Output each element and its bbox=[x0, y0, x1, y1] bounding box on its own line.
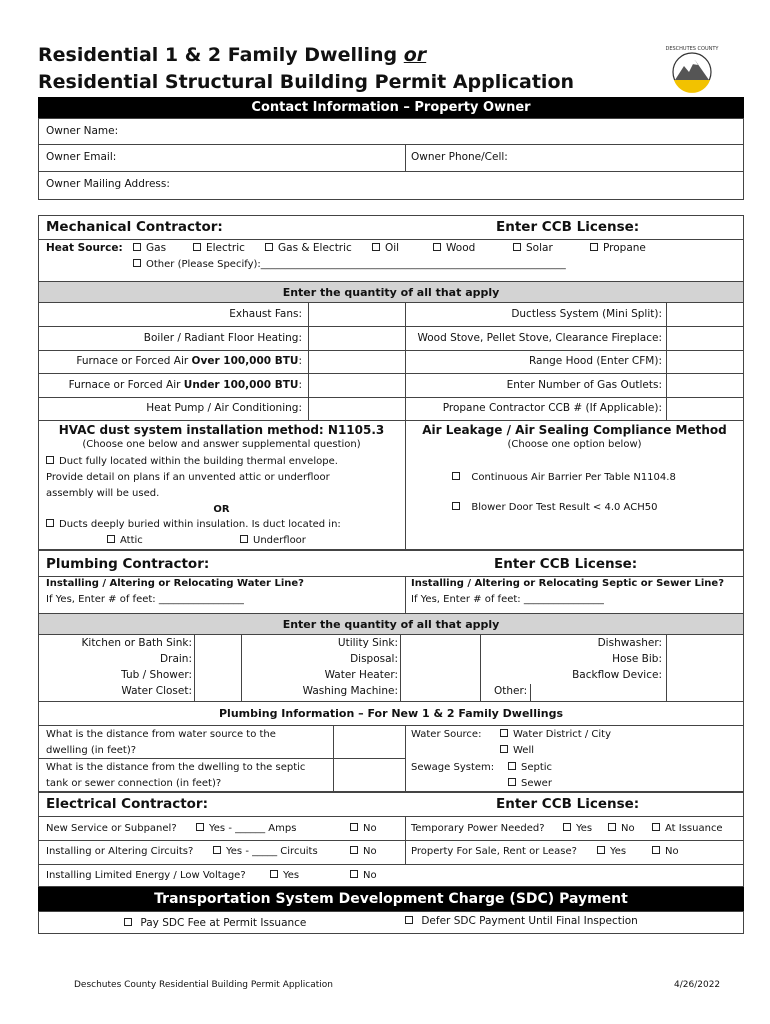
checkbox-icon bbox=[193, 243, 201, 251]
heat-oil[interactable]: Oil bbox=[372, 242, 399, 254]
checkbox-icon bbox=[213, 846, 221, 854]
checkbox-icon bbox=[452, 472, 460, 480]
circuits-yes[interactable]: Yes - _____ Circuits bbox=[213, 846, 318, 857]
hvac-attic[interactable]: Attic bbox=[107, 535, 143, 546]
septic-distance-q2: tank or sewer connection (in feet)? bbox=[46, 778, 222, 789]
new-service-yes[interactable]: Yes - ______ Amps bbox=[196, 823, 296, 834]
water-line-feet[interactable]: If Yes, Enter # of feet: _________________ bbox=[46, 594, 244, 605]
checkbox-icon bbox=[508, 778, 516, 786]
sdc-pay-option[interactable]: Pay SDC Fee at Permit Issuance bbox=[124, 917, 306, 929]
utility-sink-label: Utility Sink: bbox=[337, 637, 398, 649]
checkbox-icon bbox=[513, 243, 521, 251]
checkbox-icon bbox=[107, 535, 115, 543]
kitchen-sink-label: Kitchen or Bath Sink: bbox=[81, 637, 192, 649]
air-leakage-subtitle: (Choose one option below) bbox=[507, 439, 642, 450]
water-distance-q2: dwelling (in feet)? bbox=[46, 745, 137, 756]
heat-solar[interactable]: Solar bbox=[513, 242, 553, 254]
water-distance-q: What is the distance from water source to the bbox=[46, 729, 276, 740]
heat-other[interactable]: Other (Please Specify):_____________________________________________________________ bbox=[133, 259, 566, 270]
sdc-defer-option[interactable]: Defer SDC Payment Until Final Inspection bbox=[405, 915, 638, 927]
checkbox-icon bbox=[350, 823, 358, 831]
water-source-label: Water Source: bbox=[411, 729, 482, 740]
hvac-option-envelope[interactable]: Duct fully located within the building thermal envelope. bbox=[46, 456, 338, 467]
sewer-option[interactable]: Sewer bbox=[508, 778, 552, 789]
septic-distance-q: What is the distance from the dwelling to the septic bbox=[46, 762, 306, 773]
for-sale-yes[interactable]: Yes bbox=[597, 846, 626, 857]
wood-stove-label: Wood Stove, Pellet Stove, Clearance Fireplace: bbox=[417, 332, 662, 344]
low-voltage-label: Installing Limited Energy / Low Voltage? bbox=[46, 870, 246, 881]
checkbox-icon bbox=[652, 846, 660, 854]
heat-wood[interactable]: Wood bbox=[433, 242, 475, 254]
checkbox-icon bbox=[46, 456, 54, 464]
ductless-input[interactable] bbox=[667, 304, 743, 325]
low-voltage-no[interactable]: No bbox=[350, 870, 377, 881]
heat-gas[interactable]: Gas bbox=[133, 242, 166, 254]
well-option[interactable]: Well bbox=[500, 745, 534, 756]
septic-option[interactable]: Septic bbox=[508, 762, 552, 773]
checkbox-icon bbox=[597, 846, 605, 854]
plumbing-heading: Plumbing Contractor: bbox=[46, 556, 210, 572]
tub-shower-label: Tub / Shower: bbox=[121, 669, 192, 681]
checkbox-icon bbox=[350, 846, 358, 854]
circuits-no[interactable]: No bbox=[350, 846, 377, 857]
hvac-subtitle: (Choose one below and answer supplemental question) bbox=[82, 439, 361, 450]
temp-power-yes[interactable]: Yes bbox=[563, 823, 592, 834]
septic-line-feet[interactable]: If Yes, Enter # of feet: ________________ bbox=[411, 594, 604, 605]
hvac-title: HVAC dust system installation method: N1105.3 bbox=[58, 423, 385, 437]
ductless-label: Ductless System (Mini Split): bbox=[511, 308, 662, 320]
owner-email-field[interactable]: Owner Email: bbox=[46, 151, 117, 163]
hvac-option-envelope-l2: Provide detail on plans if an unvented attic or underfloor bbox=[46, 472, 330, 483]
backflow-label: Backflow Device: bbox=[572, 669, 662, 681]
checkbox-icon bbox=[452, 502, 460, 510]
hvac-option-envelope-l3: assembly will be used. bbox=[46, 488, 160, 499]
water-closet-label: Water Closet: bbox=[121, 685, 192, 697]
checkbox-icon bbox=[563, 823, 571, 831]
propane-ccb-label: Propane Contractor CCB # (If Applicable): bbox=[442, 402, 662, 414]
checkbox-icon bbox=[196, 823, 204, 831]
air-leakage-title: Air Leakage / Air Sealing Compliance Method bbox=[422, 423, 727, 437]
hvac-underfloor[interactable]: Underfloor bbox=[240, 535, 306, 546]
temp-power-no[interactable]: No bbox=[608, 823, 635, 834]
electrical-heading: Electrical Contractor: bbox=[46, 796, 208, 812]
water-line-title: Installing / Altering or Relocating Water Line? bbox=[46, 578, 304, 589]
page-title-line2: Residential Structural Building Permit Application bbox=[38, 71, 575, 93]
checkbox-icon bbox=[652, 823, 660, 831]
heat-gas-electric[interactable]: Gas & Electric bbox=[265, 242, 352, 254]
checkbox-icon bbox=[608, 823, 616, 831]
range-hood-label: Range Hood (Enter CFM): bbox=[528, 355, 662, 367]
new-service-no[interactable]: No bbox=[350, 823, 377, 834]
checkbox-icon bbox=[590, 243, 598, 251]
owner-mailing-field[interactable]: Owner Mailing Address: bbox=[46, 178, 170, 190]
air-option-blower[interactable]: Blower Door Test Result < 4.0 ACH50 bbox=[452, 502, 657, 513]
page-title-line1: Residential 1 & 2 Family Dwelling or bbox=[38, 44, 427, 66]
checkbox-icon bbox=[508, 762, 516, 770]
checkbox-icon bbox=[405, 916, 413, 924]
sdc-header: Transportation System Development Charge (SDC) Payment bbox=[38, 887, 744, 911]
owner-phone-field[interactable]: Owner Phone/Cell: bbox=[411, 151, 508, 163]
hose-bib-label: Hose Bib: bbox=[612, 653, 662, 665]
footer-title: Deschutes County Residential Building Permit Application bbox=[74, 980, 333, 990]
air-option-continuous[interactable]: Continuous Air Barrier Per Table N1104.8 bbox=[452, 472, 676, 483]
mechanical-ccb[interactable]: Enter CCB License: bbox=[496, 219, 640, 235]
furnace-under-label: Furnace or Forced Air Under 100,000 BTU: bbox=[68, 379, 302, 391]
temp-power-issuance[interactable]: At Issuance bbox=[652, 823, 723, 834]
heat-pump-label: Heat Pump / Air Conditioning: bbox=[146, 402, 302, 414]
checkbox-icon bbox=[350, 870, 358, 878]
water-district-option[interactable]: Water District / City bbox=[500, 729, 611, 740]
checkbox-icon bbox=[240, 535, 248, 543]
checkbox-icon bbox=[372, 243, 380, 251]
mechanical-heading: Mechanical Contractor: bbox=[46, 219, 223, 235]
svg-text:DESCHUTES COUNTY: DESCHUTES COUNTY bbox=[665, 46, 719, 52]
hvac-or: OR bbox=[213, 504, 230, 515]
checkbox-icon bbox=[270, 870, 278, 878]
heat-source-label: Heat Source: bbox=[46, 242, 123, 254]
contact-header: Contact Information – Property Owner bbox=[38, 97, 744, 118]
washing-machine-label: Washing Machine: bbox=[302, 685, 398, 697]
checkbox-icon bbox=[500, 745, 508, 753]
plumbing-qty-header: Enter the quantity of all that apply bbox=[38, 613, 744, 635]
boiler-label: Boiler / Radiant Floor Heating: bbox=[143, 332, 302, 344]
checkbox-icon bbox=[46, 519, 54, 527]
plumbing-ccb[interactable]: Enter CCB License: bbox=[494, 556, 638, 572]
water-heater-label: Water Heater: bbox=[324, 669, 398, 681]
plumbing-info-header: Plumbing Information – For New 1 & 2 Family Dwellings bbox=[219, 707, 563, 720]
gas-outlets-label: Enter Number of Gas Outlets: bbox=[506, 379, 662, 391]
for-sale-label: Property For Sale, Rent or Lease? bbox=[411, 846, 577, 857]
dishwasher-label: Dishwasher: bbox=[597, 637, 662, 649]
temp-power-label: Temporary Power Needed? bbox=[411, 823, 545, 834]
for-sale-no[interactable]: No bbox=[652, 846, 679, 857]
heat-electric[interactable]: Electric bbox=[193, 242, 245, 254]
checkbox-icon bbox=[124, 918, 132, 926]
hvac-option-buried[interactable]: Ducts deeply buried within insulation. Is duct located in: bbox=[46, 519, 341, 530]
checkbox-icon bbox=[133, 243, 141, 251]
drain-label: Drain: bbox=[160, 653, 192, 665]
disposal-label: Disposal: bbox=[350, 653, 398, 665]
septic-line-title: Installing / Altering or Relocating Septic or Sewer Line? bbox=[411, 578, 725, 589]
furnace-over-label: Furnace or Forced Air Over 100,000 BTU: bbox=[76, 355, 302, 367]
owner-name-field[interactable]: Owner Name: bbox=[46, 125, 119, 137]
checkbox-icon bbox=[500, 729, 508, 737]
exhaust-fans-label: Exhaust Fans: bbox=[229, 308, 302, 320]
deschutes-county-logo bbox=[662, 44, 722, 94]
new-service-label: New Service or Subpanel? bbox=[46, 823, 177, 834]
checkbox-icon bbox=[433, 243, 441, 251]
checkbox-icon bbox=[265, 243, 273, 251]
plumbing-other-label: Other: bbox=[494, 685, 528, 697]
electrical-ccb[interactable]: Enter CCB License: bbox=[496, 796, 640, 812]
sewage-label: Sewage System: bbox=[411, 762, 495, 773]
footer-date: 4/26/2022 bbox=[674, 980, 721, 990]
circuits-label: Installing or Altering Circuits? bbox=[46, 846, 194, 857]
mechanical-qty-header: Enter the quantity of all that apply bbox=[38, 281, 744, 303]
heat-propane[interactable]: Propane bbox=[590, 242, 646, 254]
checkbox-icon bbox=[133, 259, 141, 267]
low-voltage-yes[interactable]: Yes bbox=[270, 870, 299, 881]
exhaust-fans-input[interactable] bbox=[308, 304, 404, 325]
